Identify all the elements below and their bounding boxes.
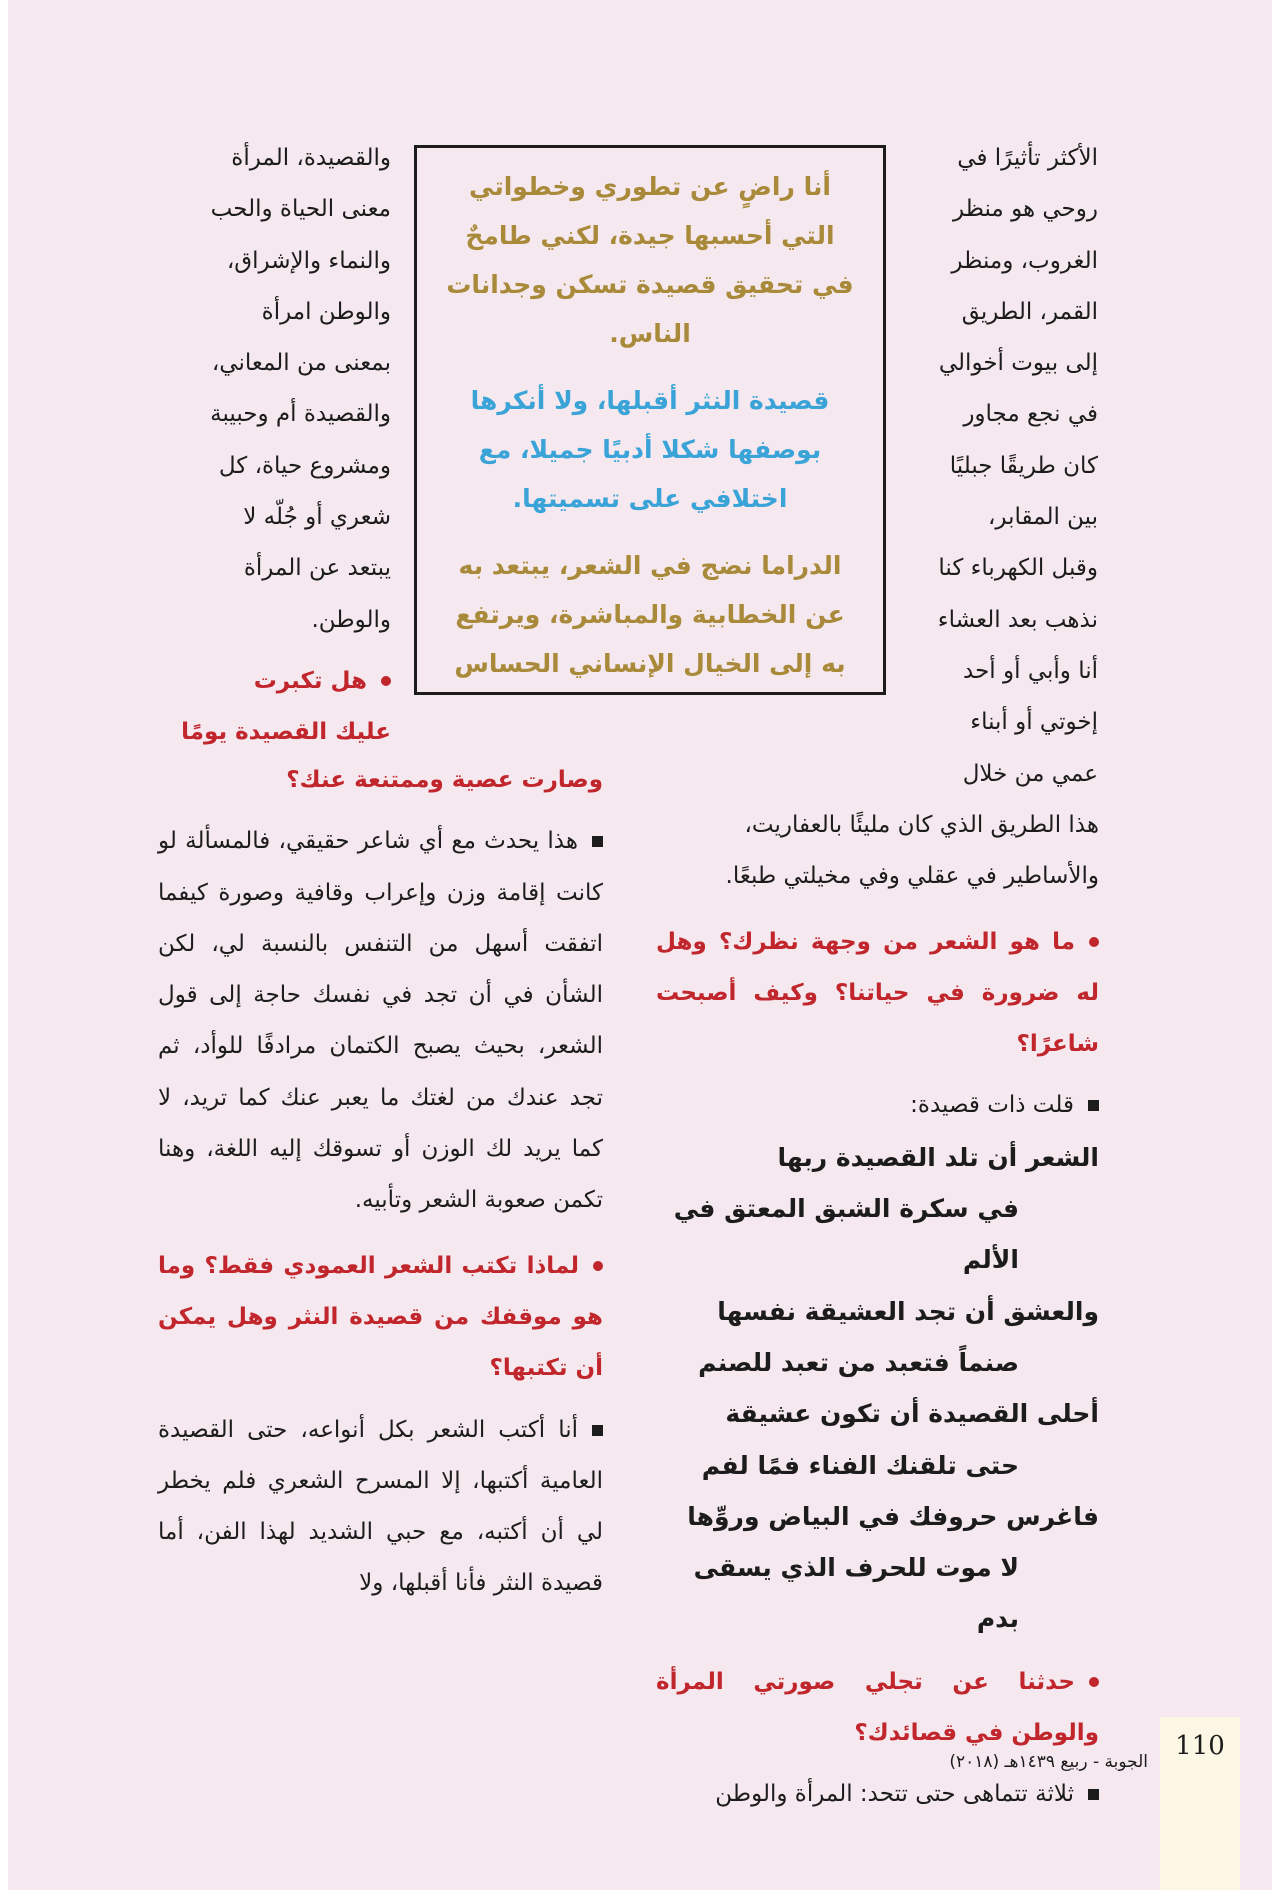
left-main-column [158, 755, 603, 1610]
text-line: بمعنى من المعاني، [211, 350, 391, 377]
right-main-column [656, 800, 1099, 1821]
question-hard-line-b: عليك القصيدة يومًا [181, 719, 391, 746]
text-line: نذهب بعد العشاء [937, 606, 1098, 633]
right-narrow-column [905, 133, 1098, 800]
text-line: والقصيدة، المرأة [231, 145, 391, 171]
text-line: إخوتي أو أبناء [970, 709, 1098, 736]
verse-line: لا موت للحرف الذي يسقى بدم [693, 1553, 1019, 1634]
bullet-square-icon [1088, 1789, 1099, 1800]
question-hard-line-a: هل تكبرت [158, 656, 391, 707]
answer-amudi: أنا أكتب الشعر بكل أنواعه، حتى القصيدة العامية أكتبها، إلا المسرح الشعري فلم يخطر لي أن أكتبه، مع حبي الشديد لهذا الفن، أما قصيدة النثر فأنا أقبلها، ولا [158, 1416, 603, 1597]
verse-line: والعشق أن تجد العشيقة نفسها [717, 1296, 1099, 1326]
pull-quote-2: قصيدة النثر أقبلها، ولا أنكرها بوصفها شكلا أدبيًا جميلا، مع اختلافي على تسميتها. [470, 386, 830, 513]
text-line: الأكثر تأثيرًا في [957, 145, 1098, 171]
text-line: والنماء والإشراق، [226, 247, 391, 274]
pull-quote-3: الدراما نضج في الشعر، يبتعد به عن الخطابية والمباشرة، ويرتفع به إلى الخيال الإنساني الحساس [454, 551, 846, 678]
pull-quote-box [414, 145, 886, 695]
bullet-dot-icon [1089, 1677, 1099, 1687]
answer-poetry-intro: قلت ذات قصيدة: [656, 1080, 1099, 1131]
text-line: إلى بيوت أخوالي [938, 350, 1098, 377]
text-line: يبتعد عن المرأة [243, 555, 391, 582]
bullet-square-icon [592, 836, 603, 847]
text-line: كان طريقًا جبليًا [949, 452, 1098, 479]
question-poetry: ما هو الشعر من وجهة نظرك؟ وهل له ضرورة في حياتنا؟ وكيف أصبحت شاعرًا؟ [656, 928, 1099, 1058]
text-line: شعري أو جُلّه لا [243, 504, 391, 531]
answer-hard: هذا يحدث مع أي شاعر حقيقي، فالمسألة لو كانت إقامة وزن وإعراب وقافية وصورة كيفما اتفقت أسهل من التنفس بالنسبة لي، لكن الشأن في أن تجد في نفسك حاجة إلى قول الشعر، بحيث يصبح الكتمان مرادفًا للوأد، ثم تجد عندك من لغتك ما يعبر عنك كما تريد، لا كما يريد لك الوزن أو تسوقك إليه اللغة، وهنا تكمن صعوبة الشعر وتأبيه. [158, 828, 603, 1214]
question-amudi: لماذا تكتب الشعر العمودي فقط؟ وما هو موقفك من قصيدة النثر وهل يمكن أن تكتبها؟ [158, 1252, 603, 1382]
verse-line: في سكرة الشبق المعتق في الألم [673, 1194, 1019, 1275]
text-line: الغروب، ومنظر [951, 247, 1098, 274]
text-line: والقصيدة أم وحبيبة [210, 401, 391, 428]
text-line: هذا الطريق الذي كان مليئًا بالعفاريت، [744, 812, 1099, 838]
text-line: أنا وأبي أو أحد [963, 657, 1098, 684]
text-line: القمر، الطريق [961, 298, 1098, 325]
text-line: ومشروع حياة، كل [218, 452, 391, 479]
answer-woman-start: ثلاثة تتماهى حتى تتحد: المرأة والوطن [656, 1769, 1099, 1820]
verse-line: الشعر أن تلد القصيدة ربها [777, 1142, 1099, 1172]
magazine-page [8, 0, 1272, 1890]
bullet-dot-icon [1089, 937, 1099, 947]
text-line: روحي هو منظر [952, 196, 1098, 223]
verse-line: صنماً فتعبد من تعبد للصنم [698, 1347, 1019, 1377]
text-line: بين المقابر، [987, 504, 1098, 531]
text-line: معنى الحياة والحب [210, 196, 391, 223]
bullet-dot-icon [381, 676, 391, 686]
text-line: والوطن امرأة [261, 298, 391, 325]
bullet-square-icon [592, 1425, 603, 1436]
text-line: والوطن. [311, 606, 391, 633]
verse-line: أحلى القصيدة أن تكون عشيقة [725, 1399, 1099, 1429]
text-line: وقبل الكهرباء كنا [938, 555, 1098, 582]
verse-line: حتى تلقنك الفناء فمًا لفم [701, 1450, 1019, 1480]
bullet-dot-icon [593, 1261, 603, 1271]
page-number: 110 [1160, 1717, 1240, 1890]
question-woman: حدثنا عن تجلي صورتي المرأة والوطن في قصائدك؟ [656, 1668, 1099, 1747]
text-line: والأساطير في عقلي وفي مخيلتي طبعًا. [725, 863, 1099, 890]
question-hard-line-c: وصارت عصية وممتنعة عنك؟ [286, 767, 603, 793]
text-line: في نجع مجاور [963, 401, 1098, 428]
left-narrow-column [158, 133, 391, 759]
pull-quote-1: أنا راضٍ عن تطوري وخطواتي التي أحسبها جيدة، لكني طامحٌ في تحقيق قصيدة تسكن وجدانات الناس. [446, 172, 854, 348]
text-line: عمي من خلال [962, 760, 1098, 787]
bullet-square-icon [1088, 1100, 1099, 1111]
footer-issue: الجوبة - ربيع ١٤٣٩هـ (٢٠١٨) [949, 1752, 1148, 1772]
verse-line: فاغرس حروفك في البياض وروِّها [687, 1501, 1099, 1531]
